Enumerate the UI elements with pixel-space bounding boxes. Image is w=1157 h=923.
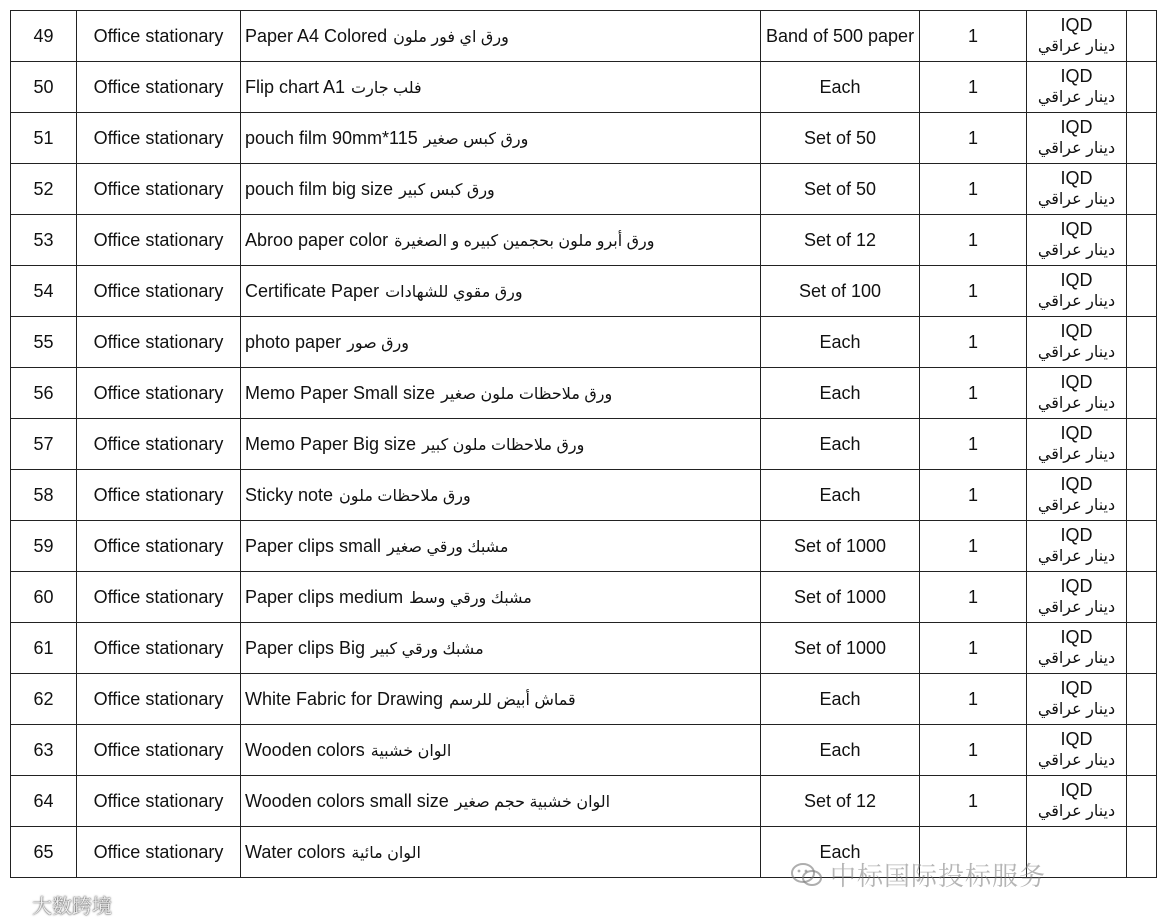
table-row (11, 674, 1157, 725)
table-row (11, 470, 1157, 521)
item-price-cell (1127, 521, 1157, 572)
item-price-cell (1127, 164, 1157, 215)
item-number: 62 (11, 674, 77, 725)
table-row (11, 419, 1157, 470)
item-description (241, 215, 761, 266)
item-description (241, 572, 761, 623)
item-unit (761, 470, 920, 521)
currency-code: IQD (1060, 321, 1093, 341)
item-currency (1027, 521, 1127, 572)
item-unit (761, 674, 920, 725)
item-price-cell (1127, 674, 1157, 725)
item-unit-text: Set of 1000 (793, 637, 887, 658)
item-description (241, 317, 761, 368)
currency-code: IQD (1060, 729, 1093, 749)
item-unit-text: Each (819, 739, 861, 760)
table-row (11, 164, 1157, 215)
item-description (241, 419, 761, 470)
currency-code: IQD (1060, 219, 1093, 239)
currency-code: IQD (1060, 474, 1093, 494)
item-unit (761, 164, 920, 215)
item-description (241, 776, 761, 827)
item-unit-text: Set of 12 (803, 790, 877, 811)
item-description-ar: الوان خشبية (370, 742, 452, 760)
items-table-body (11, 11, 1157, 878)
watermark-right (790, 856, 1046, 893)
table-row (11, 368, 1157, 419)
item-category: Office stationary (77, 521, 241, 572)
item-unit-text: Each (819, 688, 861, 709)
currency-name-ar: دينار عراقي (1037, 395, 1116, 412)
item-unit-text: Each (819, 331, 861, 352)
item-number: 58 (11, 470, 77, 521)
item-unit-text: Each (819, 382, 861, 403)
item-unit (761, 623, 920, 674)
item-quantity: 1 (920, 776, 1027, 827)
item-description-ar: ورق ملاحظات ملون صغير (441, 385, 613, 403)
item-quantity: 1 (920, 368, 1027, 419)
watermark-right-text: 中标国际投标服务 (829, 862, 1046, 892)
item-number: 65 (11, 827, 77, 878)
item-description-ar: مشبك ورقي كبير (371, 640, 484, 658)
item-currency (1027, 113, 1127, 164)
item-description-en: Abroo paper color (245, 229, 389, 250)
item-category: Office stationary (77, 776, 241, 827)
item-description-en: Sticky note (245, 484, 334, 505)
item-category: Office stationary (77, 725, 241, 776)
item-description (241, 11, 761, 62)
currency-code: IQD (1060, 168, 1093, 188)
currency-name-ar: دينار عراقي (1037, 446, 1116, 463)
item-unit (761, 113, 920, 164)
item-unit (761, 215, 920, 266)
currency-code: IQD (1060, 15, 1093, 35)
item-unit (761, 725, 920, 776)
watermark-left-text: 大数跨境 (32, 894, 112, 918)
item-category: Office stationary (77, 470, 241, 521)
item-quantity: 1 (920, 11, 1027, 62)
currency-name-ar: دينار عراقي (1037, 140, 1116, 157)
item-description (241, 725, 761, 776)
currency-code: IQD (1060, 270, 1093, 290)
item-description-en: pouch film big size (245, 178, 394, 199)
item-description-ar: فلب جارت (351, 79, 422, 97)
item-quantity: 1 (920, 266, 1027, 317)
item-sheet (10, 10, 1116, 878)
item-price-cell (1127, 113, 1157, 164)
table-row (11, 725, 1157, 776)
item-description (241, 623, 761, 674)
item-quantity: 1 (920, 419, 1027, 470)
item-currency (1027, 623, 1127, 674)
item-description-en: Paper A4 Colored (245, 25, 388, 46)
item-category: Office stationary (77, 266, 241, 317)
currency-code: IQD (1060, 423, 1093, 443)
item-currency (1027, 317, 1127, 368)
item-currency (1027, 725, 1127, 776)
currency-name-ar: دينار عراقي (1037, 293, 1116, 310)
item-description-ar: الوان مائية (351, 844, 421, 862)
item-description-en: White Fabric for Drawing (245, 688, 444, 709)
item-description-en: Paper clips small (245, 535, 382, 556)
item-currency (1027, 11, 1127, 62)
item-category: Office stationary (77, 827, 241, 878)
item-unit-text: Set of 1000 (793, 535, 887, 556)
item-currency (1027, 266, 1127, 317)
currency-code: IQD (1060, 780, 1093, 800)
item-description (241, 521, 761, 572)
item-description (241, 827, 761, 878)
item-description (241, 470, 761, 521)
currency-name-ar: دينار عراقي (1037, 548, 1116, 565)
item-currency (1027, 572, 1127, 623)
item-description-ar: ورق اي فور ملون (393, 28, 509, 46)
item-unit-text: Band of 500 paper (765, 25, 915, 46)
item-currency (1027, 674, 1127, 725)
item-unit (761, 521, 920, 572)
item-price-cell (1127, 725, 1157, 776)
item-number: 57 (11, 419, 77, 470)
item-price-cell (1127, 623, 1157, 674)
item-unit (761, 572, 920, 623)
items-table (10, 10, 1157, 878)
table-row (11, 266, 1157, 317)
item-category: Office stationary (77, 368, 241, 419)
currency-code: IQD (1060, 576, 1093, 596)
item-quantity: 1 (920, 164, 1027, 215)
item-quantity: 1 (920, 470, 1027, 521)
item-category: Office stationary (77, 317, 241, 368)
item-description-ar: ورق كبس كبير (399, 181, 495, 199)
item-unit-text: Set of 50 (803, 178, 877, 199)
currency-code: IQD (1060, 627, 1093, 647)
item-price-cell (1127, 62, 1157, 113)
item-number: 50 (11, 62, 77, 113)
item-description-en: Wooden colors (245, 739, 365, 760)
item-price-cell (1127, 215, 1157, 266)
item-description-en: Paper clips Big (245, 637, 366, 658)
item-description (241, 62, 761, 113)
item-currency (1027, 776, 1127, 827)
item-unit-text: Set of 50 (803, 127, 877, 148)
item-currency (1027, 419, 1127, 470)
item-currency (1027, 368, 1127, 419)
item-currency (1027, 62, 1127, 113)
item-quantity: 1 (920, 62, 1027, 113)
table-row (11, 113, 1157, 164)
watermark-left (6, 890, 112, 919)
item-category: Office stationary (77, 674, 241, 725)
item-unit (761, 419, 920, 470)
item-description-en: Certificate Paper (245, 280, 380, 301)
item-price-cell (1127, 419, 1157, 470)
item-unit (761, 368, 920, 419)
currency-name-ar: دينار عراقي (1037, 701, 1116, 718)
item-description (241, 266, 761, 317)
item-category: Office stationary (77, 113, 241, 164)
item-description-ar: ورق كبس صغير (423, 130, 529, 148)
item-description-ar: الوان خشبية حجم صغير (454, 793, 611, 811)
item-description (241, 674, 761, 725)
currency-name-ar: دينار عراقي (1037, 497, 1116, 514)
item-description-ar: ورق صور (347, 334, 409, 352)
table-row (11, 623, 1157, 674)
item-price-cell (1127, 266, 1157, 317)
item-number: 63 (11, 725, 77, 776)
item-currency (1027, 215, 1127, 266)
item-quantity: 1 (920, 725, 1027, 776)
table-row (11, 317, 1157, 368)
item-price-cell (1127, 827, 1157, 878)
currency-name-ar: دينار عراقي (1037, 191, 1116, 208)
item-category: Office stationary (77, 419, 241, 470)
item-category: Office stationary (77, 11, 241, 62)
item-unit-text: Set of 12 (803, 229, 877, 250)
wechat-icon (790, 862, 824, 888)
currency-name-ar: دينار عراقي (1037, 89, 1116, 106)
currency-name-ar: دينار عراقي (1037, 242, 1116, 259)
item-unit (761, 317, 920, 368)
item-quantity: 1 (920, 572, 1027, 623)
item-quantity: 1 (920, 674, 1027, 725)
item-description-ar: ورق أبرو ملون بحجمين كبيره و الصغيرة (394, 232, 655, 250)
item-quantity: 1 (920, 215, 1027, 266)
item-price-cell (1127, 317, 1157, 368)
item-currency (1027, 470, 1127, 521)
item-unit-text: Set of 1000 (793, 586, 887, 607)
item-quantity: 1 (920, 623, 1027, 674)
item-unit-text: Each (819, 841, 861, 862)
item-number: 54 (11, 266, 77, 317)
item-number: 56 (11, 368, 77, 419)
item-price-cell (1127, 368, 1157, 419)
item-number: 60 (11, 572, 77, 623)
item-description-en: Wooden colors small size (245, 790, 449, 811)
currency-code: IQD (1060, 66, 1093, 86)
item-number: 52 (11, 164, 77, 215)
item-number: 53 (11, 215, 77, 266)
item-description-ar: ورق ملاحظات ملون كبير (422, 436, 585, 454)
item-description-ar: مشبك ورقي صغير (387, 538, 509, 556)
item-currency (1027, 164, 1127, 215)
table-row (11, 776, 1157, 827)
item-description-ar: ورق ملاحظات ملون (339, 487, 471, 505)
item-price-cell (1127, 470, 1157, 521)
item-category: Office stationary (77, 572, 241, 623)
currency-code: IQD (1060, 678, 1093, 698)
item-description-en: Memo Paper Big size (245, 433, 417, 454)
item-number: 55 (11, 317, 77, 368)
item-number: 64 (11, 776, 77, 827)
item-unit-text: Each (819, 484, 861, 505)
item-price-cell (1127, 572, 1157, 623)
currency-name-ar: دينار عراقي (1037, 344, 1116, 361)
table-row (11, 215, 1157, 266)
item-category: Office stationary (77, 215, 241, 266)
item-quantity: 1 (920, 113, 1027, 164)
chat-bubble-icon (6, 896, 28, 914)
currency-code: IQD (1060, 117, 1093, 137)
item-number: 59 (11, 521, 77, 572)
item-number: 51 (11, 113, 77, 164)
item-unit-text: Each (819, 433, 861, 454)
item-description (241, 164, 761, 215)
item-description (241, 113, 761, 164)
item-category: Office stationary (77, 164, 241, 215)
item-description (241, 368, 761, 419)
item-description-en: Memo Paper Small size (245, 382, 436, 403)
item-number: 61 (11, 623, 77, 674)
item-description-ar: مشبك ورقي وسط (409, 589, 532, 607)
currency-code: IQD (1060, 372, 1093, 392)
item-price-cell (1127, 11, 1157, 62)
item-description-en: photo paper (245, 331, 342, 352)
item-unit (761, 62, 920, 113)
table-row (11, 62, 1157, 113)
item-description-ar: ورق مقوي للشهادات (385, 283, 523, 301)
currency-name-ar: دينار عراقي (1037, 599, 1116, 616)
item-description-en: Paper clips medium (245, 586, 404, 607)
item-unit-text: Set of 100 (798, 280, 882, 301)
item-quantity: 1 (920, 317, 1027, 368)
currency-code: IQD (1060, 525, 1093, 545)
item-description-ar: قماش أبيض للرسم (449, 691, 576, 709)
item-price-cell (1127, 776, 1157, 827)
item-unit (761, 266, 920, 317)
currency-name-ar: دينار عراقي (1037, 650, 1116, 667)
item-unit (761, 776, 920, 827)
item-unit (761, 11, 920, 62)
item-number: 49 (11, 11, 77, 62)
table-row (11, 572, 1157, 623)
item-description-en: pouch film 90mm*115 (245, 127, 418, 148)
table-row (11, 521, 1157, 572)
table-row (11, 11, 1157, 62)
currency-name-ar: دينار عراقي (1037, 38, 1116, 55)
item-quantity: 1 (920, 521, 1027, 572)
currency-name-ar: دينار عراقي (1037, 803, 1116, 820)
item-category: Office stationary (77, 623, 241, 674)
item-category: Office stationary (77, 62, 241, 113)
item-unit-text: Each (819, 76, 861, 97)
item-description-en: Flip chart A1 (245, 76, 346, 97)
item-description-en: Water colors (245, 841, 346, 862)
currency-name-ar: دينار عراقي (1037, 752, 1116, 769)
